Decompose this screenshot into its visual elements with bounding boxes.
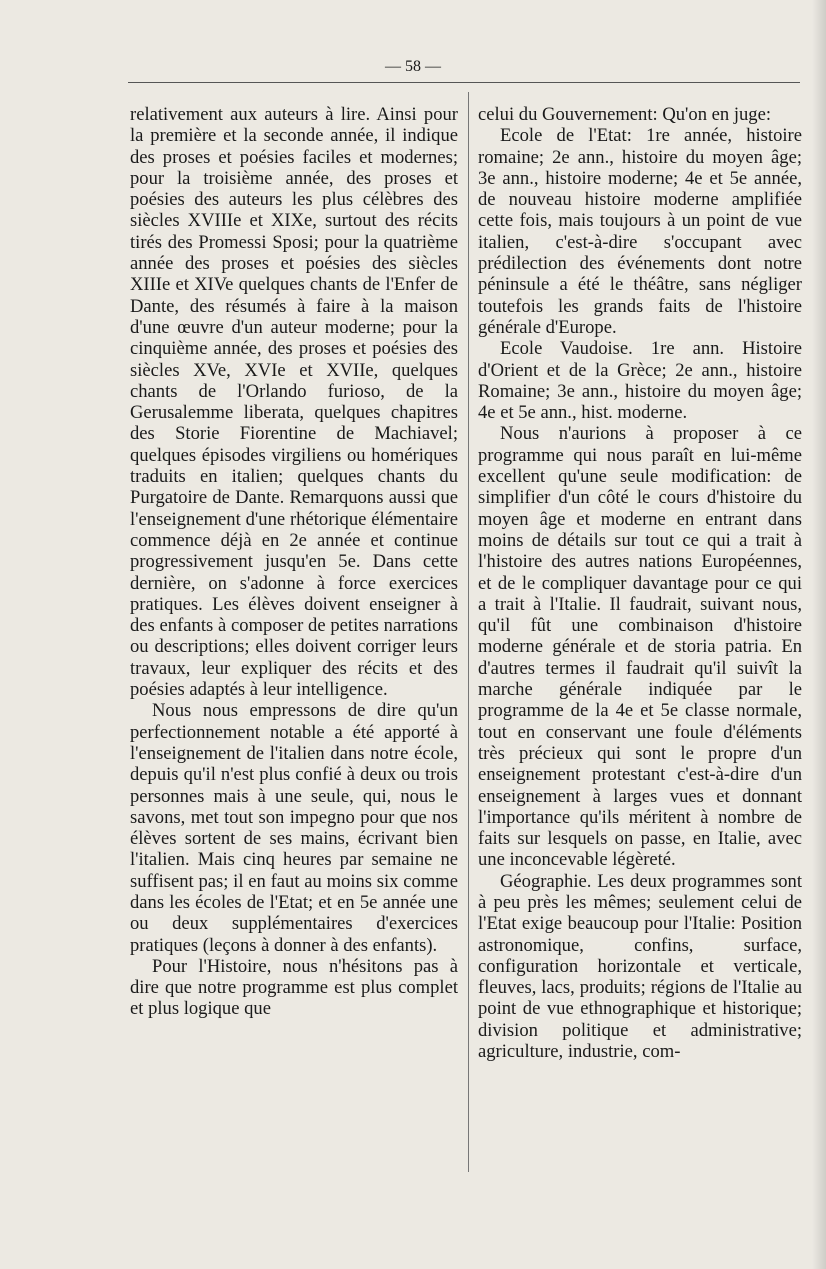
right-paragraph-4: Nous n'aurions à proposer à ce programme qui nous paraît en lui-même excellent qu'une seule modification: de simplifier d'un côté le cours d'histoire du moyen âge et moderne en entrant dans moins de détails sur tout ce qui a trait à l'histoire des autres nations Européennes, et de le compliquer davantage pour ce qui a trait à l'Italie. Il faudrait, suivant nous, qu'il fût une combinaison d'histoire moderne générale et de storia patria. En d'autres termes il faudrait qu'il suivît la marche générale indiquée par le programme de la 4e et 5e classe normale, tout en conservant une foule d'éléments très précieux qui sont le propre d'un enseignement protestant c'est-à-dire d'un enseignement à larges vues et donnant l'importance qu'ils méritent à nombre de faits sur lesquels on passe, en Italie, avec une inconcevable légèreté. [478, 423, 802, 871]
header-rule [128, 82, 800, 83]
left-paragraph-1: relativement aux auteurs à lire. Ainsi pour la première et la seconde année, il indique des proses et poésies faciles et modernes; pour la troisième année, des proses et poésies des auteurs les plus célèbres des siècles XVIIIe et XIXe, surtout des récits tirés des Promessi Sposi; pour la quatrième année des proses et poésies des siècles XIIIe et XIVe quelques chants de l'Enfer de Dante, des résumés à faire à la maison d'une œuvre d'un auteur moderne; pour la cinquième année, des proses et poésies des siècles XVe, XVIe et XVIIe, quelques chants de l'Orlando furioso, de la Gerusalemme liberata, quelques chapitres des Storie Fiorentine de Machiavel; quelques épisodes virgiliens ou homériques traduits en italien; quelques chants du Purgatoire de Dante. Remarquons aussi que l'enseignement d'une rhétorique élémentaire commence déjà en 2e année et continue progressivement jusqu'en 5e. Dans cette dernière, on s'adonne à force exercices pratiques. Les élèves doivent enseigner à des enfants à composer de petites narrations ou descriptions; elles doivent corriger leurs travaux, leur expliquer des récits et des poésies adaptés à leur intelligence. [130, 104, 458, 701]
right-paragraph-2: Ecole de l'Etat: 1re année, histoire romaine; 2e ann., histoire du moyen âge; 3e ann., histoire moderne; 4e et 5e année, de nouveau histoire moderne amplifiée cette fois, mais toujours à un point de vue italien, c'est-à-dire s'occupant avec prédilection des événements dont notre péninsule a été le théâtre, sans négliger toutefois les grands faits de l'histoire générale d'Europe. [478, 125, 802, 338]
right-paragraph-1: celui du Gouvernement: Qu'on en juge: [478, 104, 772, 125]
left-paragraph-3: Pour l'Histoire, nous n'hésitons pas à dire que notre programme est plus complet et plus logique que [130, 955, 458, 1020]
right-paragraph-5: Géographie. Les deux programmes sont à peu près les mêmes; seulement celui de l'Etat exige beaucoup pour l'Italie: Position astronomique, confins, surface, configuration horizontale et verticale, fleuves, lacs, produits; régions de l'Italie au point de vue ethnographique et historique; division politique et administrative; agriculture, industrie, com- [478, 870, 802, 1063]
right-column [478, 104, 802, 1062]
right-paragraph-3: Ecole Vaudoise. 1re ann. Histoire d'Orient et de la Grèce; 2e ann., histoire Romaine; 3e ann., histoire du moyen âge; 4e et 5e ann., hist. moderne. [478, 338, 802, 424]
page-edge-shadow [812, 0, 826, 1269]
column-divider [468, 92, 469, 1172]
left-column [130, 104, 458, 1020]
page-number: — 58 — [385, 58, 441, 75]
left-paragraph-2: Nous nous empressons de dire qu'un perfectionnement notable a été apporté à l'enseignement de l'italien dans notre école, depuis qu'il n'est plus confié à deux ou trois personnes mais à une seule, qui, nous le savons, met tout son impegno pour que nos élèves sortent de ses mains, écrivant bien l'italien. Mais cinq heures par semaine ne suffisent pas; il en faut au moins six comme dans les écoles de l'Etat; et en 5e année une ou deux supplémentaires d'exercices pratiques (leçons à donner à des enfants). [130, 700, 458, 956]
